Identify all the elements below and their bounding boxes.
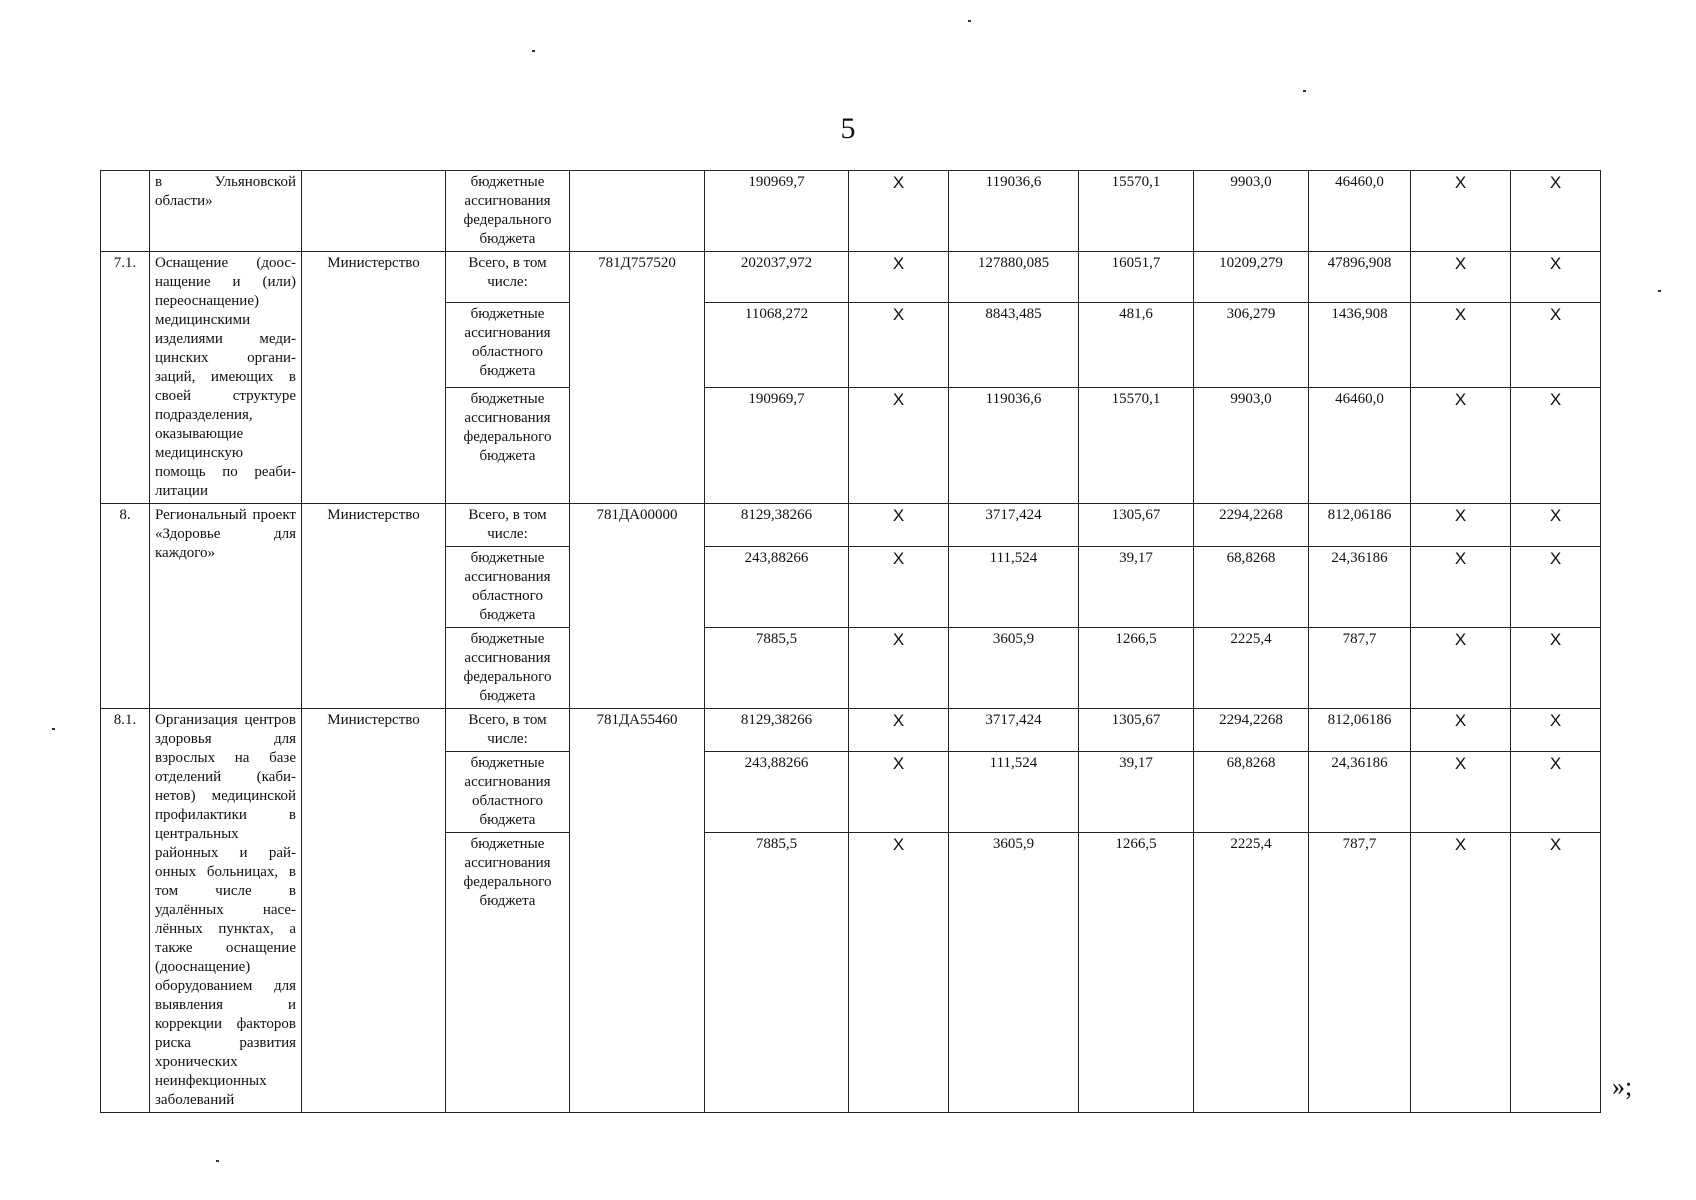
value-cell: Х — [1411, 171, 1511, 252]
value-cell: Х — [849, 709, 949, 752]
scan-speck — [52, 728, 55, 730]
value-cell: 119036,6 — [949, 171, 1079, 252]
value-cell: Х — [849, 252, 949, 303]
value-cell: Х — [849, 547, 949, 628]
value-cell: 46460,0 — [1309, 171, 1411, 252]
value-cell: Х — [849, 504, 949, 547]
value-cell: Х — [849, 302, 949, 387]
value-cell: 1305,67 — [1079, 504, 1194, 547]
value-cell: 202037,972 — [705, 252, 849, 303]
value-cell: 24,36186 — [1309, 547, 1411, 628]
value-cell: 2294,2268 — [1194, 504, 1309, 547]
funding-source-cell: бюджетные ассигнования областного бюджета — [446, 752, 570, 833]
value-cell: 3605,9 — [949, 628, 1079, 709]
value-cell: Х — [1511, 504, 1601, 547]
row-number-cell: 7.1. — [101, 252, 150, 504]
event-name-cell: в Ульяновской области» — [150, 171, 302, 252]
value-cell: 15570,1 — [1079, 171, 1194, 252]
value-cell: 39,17 — [1079, 547, 1194, 628]
event-name-cell: Региональный проект «Здоровье для каждого» — [150, 504, 302, 709]
value-cell: 190969,7 — [705, 171, 849, 252]
value-cell: 2225,4 — [1194, 628, 1309, 709]
value-cell: Х — [1511, 833, 1601, 1113]
value-cell: 1305,67 — [1079, 709, 1194, 752]
scan-speck — [1303, 90, 1306, 92]
value-cell: 306,279 — [1194, 302, 1309, 387]
value-cell: Х — [1411, 504, 1511, 547]
funding-source-cell: бюджетные ассигнования федерального бюджета — [446, 628, 570, 709]
value-cell: Х — [1411, 833, 1511, 1113]
row-number-cell — [101, 171, 150, 252]
scan-speck — [1658, 290, 1661, 292]
kbk-cell: 781Д757520 — [570, 252, 705, 504]
value-cell: Х — [1511, 302, 1601, 387]
value-cell: 1266,5 — [1079, 833, 1194, 1113]
value-cell: 39,17 — [1079, 752, 1194, 833]
executor-cell: Министерство — [302, 504, 446, 709]
scan-speck — [532, 50, 535, 52]
table-row-8-total — [101, 504, 1601, 547]
kbk-cell: 781ДА55460 — [570, 709, 705, 1113]
value-cell: Х — [1411, 709, 1511, 752]
value-cell: Х — [1411, 752, 1511, 833]
value-cell: Х — [1511, 252, 1601, 303]
kbk-cell — [570, 171, 705, 252]
kbk-cell: 781ДА00000 — [570, 504, 705, 709]
scan-speck — [968, 20, 971, 22]
value-cell: 24,36186 — [1309, 752, 1411, 833]
value-cell: 812,06186 — [1309, 709, 1411, 752]
value-cell: 119036,6 — [949, 388, 1079, 504]
funding-source-cell: бюджетные ассигнования областного бюджета — [446, 547, 570, 628]
event-name-cell: Оснащение (дооснащение и (или) переоснащение) медицинскими изделиями медицинских организаций, имеющих в своей структуре подразделения, оказывающие медицинскую помощь по реабилитации — [150, 252, 302, 504]
value-cell: 2294,2268 — [1194, 709, 1309, 752]
executor-cell: Министерство — [302, 709, 446, 1113]
scan-speck — [216, 1160, 219, 1162]
value-cell: 68,8268 — [1194, 547, 1309, 628]
budget-table — [100, 170, 1601, 1113]
value-cell: Х — [849, 171, 949, 252]
value-cell: 7885,5 — [705, 628, 849, 709]
funding-source-cell: бюджетные ассигнования федерального бюджета — [446, 171, 570, 252]
value-cell: Х — [1511, 388, 1601, 504]
executor-cell: Министерство — [302, 252, 446, 504]
closing-quote-mark: »; — [1612, 1072, 1633, 1101]
value-cell: Х — [1511, 752, 1601, 833]
value-cell: Х — [1411, 547, 1511, 628]
funding-source-cell: Всего, в том числе: — [446, 504, 570, 547]
funding-source-cell: Всего, в том числе: — [446, 252, 570, 303]
value-cell: 2225,4 — [1194, 833, 1309, 1113]
value-cell: 787,7 — [1309, 833, 1411, 1113]
value-cell: 3605,9 — [949, 833, 1079, 1113]
value-cell: 127880,085 — [949, 252, 1079, 303]
value-cell: 3717,424 — [949, 709, 1079, 752]
value-cell: 111,524 — [949, 752, 1079, 833]
value-cell: 7885,5 — [705, 833, 849, 1113]
value-cell: 190969,7 — [705, 388, 849, 504]
value-cell: 47896,908 — [1309, 252, 1411, 303]
value-cell: Х — [1511, 709, 1601, 752]
value-cell: Х — [849, 388, 949, 504]
funding-source-cell: бюджетные ассигнования федерального бюджета — [446, 833, 570, 1113]
value-cell: 243,88266 — [705, 547, 849, 628]
executor-cell — [302, 171, 446, 252]
value-cell: 9903,0 — [1194, 388, 1309, 504]
value-cell: Х — [1511, 628, 1601, 709]
value-cell: Х — [1411, 302, 1511, 387]
table-row-continuation — [101, 171, 1601, 252]
value-cell: 243,88266 — [705, 752, 849, 833]
value-cell: 1266,5 — [1079, 628, 1194, 709]
value-cell: 68,8268 — [1194, 752, 1309, 833]
value-cell: Х — [1511, 171, 1601, 252]
value-cell: Х — [1411, 388, 1511, 504]
value-cell: 8129,38266 — [705, 709, 849, 752]
value-cell: Х — [849, 833, 949, 1113]
funding-source-cell: бюджетные ассигнования областного бюджета — [446, 302, 570, 387]
value-cell: Х — [1411, 252, 1511, 303]
event-name-cell: Организация центров здоровья для взрослых на базе отделений (кабинетов) медицинской профилактики в центральных районных и районных больницах, в том числе в удалённых населённых пунктах, а также оснащение (дооснащение) оборудованием для выявления и коррекции факторов риска развития хронических неинфекционных заболеваний — [150, 709, 302, 1113]
value-cell: Х — [1511, 547, 1601, 628]
table-row-8-1-total — [101, 709, 1601, 752]
value-cell: 46460,0 — [1309, 388, 1411, 504]
row-number-cell: 8.1. — [101, 709, 150, 1113]
value-cell: 8129,38266 — [705, 504, 849, 547]
value-cell: 16051,7 — [1079, 252, 1194, 303]
row-number-cell: 8. — [101, 504, 150, 709]
value-cell: 8843,485 — [949, 302, 1079, 387]
value-cell: 787,7 — [1309, 628, 1411, 709]
value-cell: Х — [1411, 628, 1511, 709]
value-cell: 11068,272 — [705, 302, 849, 387]
value-cell: 10209,279 — [1194, 252, 1309, 303]
table-row-7-1-total — [101, 252, 1601, 303]
funding-source-cell: Всего, в том числе: — [446, 709, 570, 752]
funding-source-cell: бюджетные ассигнования федерального бюджета — [446, 388, 570, 504]
value-cell: 111,524 — [949, 547, 1079, 628]
value-cell: 812,06186 — [1309, 504, 1411, 547]
value-cell: 15570,1 — [1079, 388, 1194, 504]
page-number: 5 — [840, 112, 856, 145]
value-cell: Х — [849, 752, 949, 833]
value-cell: Х — [849, 628, 949, 709]
value-cell: 1436,908 — [1309, 302, 1411, 387]
value-cell: 481,6 — [1079, 302, 1194, 387]
value-cell: 9903,0 — [1194, 171, 1309, 252]
value-cell: 3717,424 — [949, 504, 1079, 547]
